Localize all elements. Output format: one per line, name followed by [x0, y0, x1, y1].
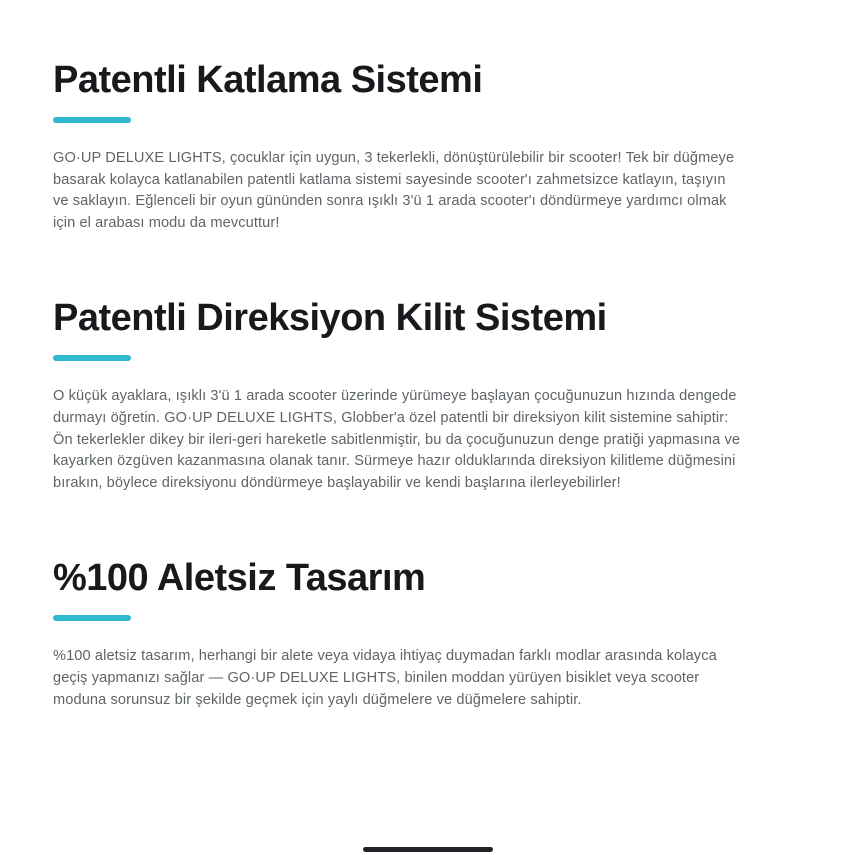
accent-underline [53, 355, 131, 361]
section-body-toolless-design: %100 aletsiz tasarım, herhangi bir alete veya vidaya ihtiyaç duymadan farklı modlar arasında kolayca geçiş yapmanızı sağlar — GO·UP DELUXE LIGHTS, binilen moddan yürüyen bisiklet veya scooter moduna sorunsuz bir şekilde geçmek için yaylı düğmelere ve düğmelere sahiptir. [53, 648, 717, 708]
section-title-toolless-design: %100 Aletsiz Tasarım [53, 557, 426, 600]
section-body-steering-lock-system: O küçük ayaklara, ışıklı 3'ü 1 arada scooter üzerinde yürümeye başlayan çocuğunuzun hızında dengede durmayı öğretin. GO·UP DELUXE LIGHTS, Globber'a özel patentli bir direksiyon kilit sistemine sahiptir: Ön tekerlekler dikey bir ileri-geri hareketle sabitlenmiştir, bu da çocuğunuzun denge pratiği yapmasına ve kayarken özgüven kazanmasına olanak tanır. Sürmeye hazır olduklarında direksiyon kilitleme düğmesini bırakın, böylece direksiyonu döndürmeye başlayabilir ve kendi başlarına ilerleyebilirler! [53, 388, 741, 491]
home-indicator-bar [363, 847, 493, 852]
section-steering-lock-system [53, 296, 745, 494]
section-toolless-design [53, 556, 745, 711]
section-title-folding-system: Patentli Katlama Sistemi [53, 59, 483, 101]
section-body-folding-system: GO·UP DELUXE LIGHTS, çocuklar için uygun, 3 tekerlekli, dönüştürülebilir bir scooter! Tek bir düğmeye basarak kolayca katlanabilen patentli katlama sistemi sayesinde scooter'ı zahmetsizce katlayın, taşıyın ve saklayın. Eğlenceli bir oyun gününden sonra ışıklı 3'ü 1 arada scooter'ı döndürmeye yardımcı olmak için el arabası modu da mevcuttur! [53, 150, 735, 231]
section-folding-system [53, 58, 745, 234]
section-title-steering-lock-system: Patentli Direksiyon Kilit Sistemi [53, 297, 607, 340]
accent-underline [53, 117, 131, 123]
accent-underline [53, 615, 131, 621]
